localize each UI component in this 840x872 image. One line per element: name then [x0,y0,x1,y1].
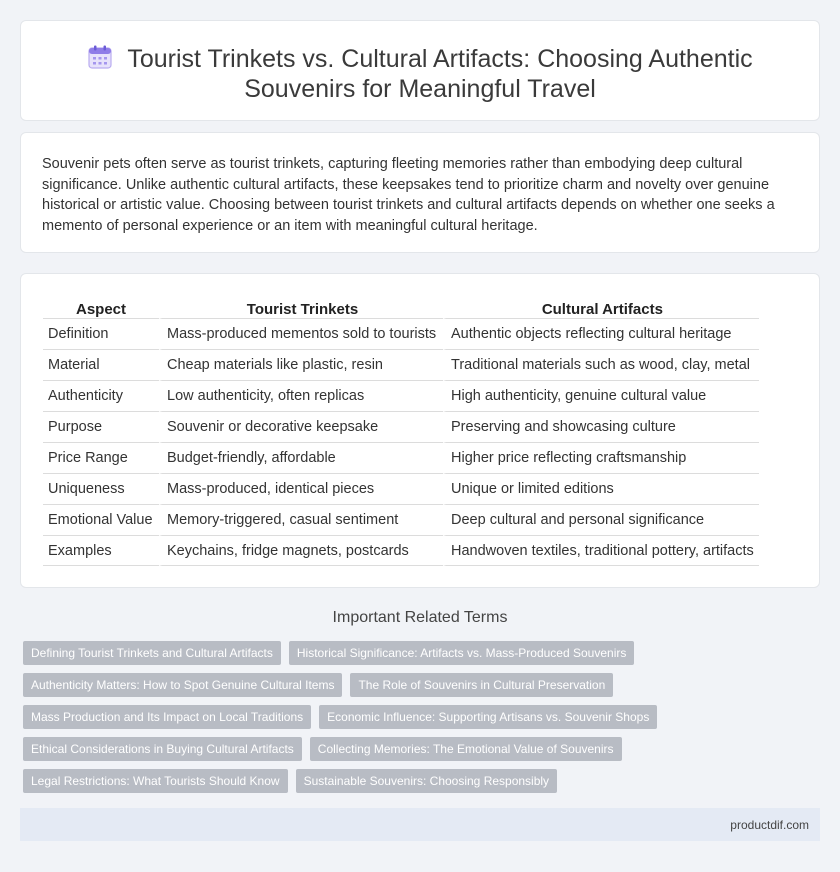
table-cell: Emotional Value [43,504,159,535]
table-cell: Cheap materials like plastic, resin [159,349,443,380]
table-cell: Unique or limited editions [443,473,759,504]
table-cell: Purpose [43,411,159,442]
column-header-tourist-trinkets: Tourist Trinkets [159,296,443,318]
intro-card [20,132,820,253]
title-line-2: Souvenirs for Meaningful Travel [244,75,596,103]
table-cell: Authentic objects reflecting cultural heritage [443,318,759,349]
table-cell: Souvenir or decorative keepsake [159,411,443,442]
page-title [21,44,819,104]
related-term-tag[interactable]: Economic Influence: Supporting Artisans vs. Souvenir Shops [319,705,657,729]
related-term-tag[interactable]: Collecting Memories: The Emotional Value of Souvenirs [310,737,622,761]
table-cell: Budget-friendly, affordable [159,442,443,473]
related-term-tag[interactable]: Mass Production and Its Impact on Local Traditions [23,705,311,729]
table-cell: Examples [43,535,159,566]
table-cell: Price Range [43,442,159,473]
related-term-tag[interactable]: Historical Significance: Artifacts vs. Mass-Produced Souvenirs [289,641,634,665]
related-term-tag[interactable]: Ethical Considerations in Buying Cultural Artifacts [23,737,302,761]
table-cell: Preserving and showcasing culture [443,411,759,442]
footer [20,808,820,841]
table-cell: Deep cultural and personal significance [443,504,759,535]
comparison-card [20,273,820,588]
table-cell: Keychains, fridge magnets, postcards [159,535,443,566]
table-cell: Traditional materials such as wood, clay, metal [443,349,759,380]
table-cell: Low authenticity, often replicas [159,380,443,411]
related-term-tag[interactable]: Sustainable Souvenirs: Choosing Responsibly [296,769,557,793]
table-row [43,473,759,504]
table-row [43,318,759,349]
table-cell: Memory-triggered, casual sentiment [159,504,443,535]
table-cell: Uniqueness [43,473,159,504]
related-terms-heading: Important Related Terms [332,609,508,626]
table-cell: Material [43,349,159,380]
column-header-aspect: Aspect [75,301,127,318]
table-row [43,442,759,473]
table-row [43,349,759,380]
title-card [20,20,820,121]
column-header-cultural-artifacts: Cultural Artifacts [443,296,759,318]
footer-site-link[interactable]: productdif.com [730,818,809,832]
table-row [43,504,759,535]
related-term-tag[interactable]: The Role of Souvenirs in Cultural Preservation [350,673,613,697]
related-terms-list [23,641,803,793]
intro-paragraph: Souvenir pets often serve as tourist trinkets, capturing fleeting memories rather than embodying deep cultural significance. Unlike authentic cultural artifacts, these keepsakes tend to prioritize charm and novelty over genuine historical or artistic value. Choosing between tourist trinkets and cultural artifacts depends on whether one seeks a memento of personal experience or an item with meaningful cultural heritage. [42,156,775,234]
table-cell: Mass-produced mementos sold to tourists [159,318,443,349]
calendar-icon [87,44,113,70]
table-row [43,535,759,566]
table-header-row [43,296,759,318]
table-cell: Mass-produced, identical pieces [159,473,443,504]
table-cell: Authenticity [43,380,159,411]
title-line-1: Tourist Trinkets vs. Cultural Artifacts: Choosing Authentic [127,45,753,73]
table-row [43,380,759,411]
comparison-table [43,296,759,566]
table-row [43,411,759,442]
related-term-tag[interactable]: Legal Restrictions: What Tourists Should Know [23,769,288,793]
table-cell: Definition [43,318,159,349]
table-cell: High authenticity, genuine cultural value [443,380,759,411]
related-term-tag[interactable]: Defining Tourist Trinkets and Cultural Artifacts [23,641,281,665]
related-term-tag[interactable]: Authenticity Matters: How to Spot Genuine Cultural Items [23,673,342,697]
table-cell: Handwoven textiles, traditional pottery, artifacts [443,535,759,566]
table-cell: Higher price reflecting craftsmanship [443,442,759,473]
